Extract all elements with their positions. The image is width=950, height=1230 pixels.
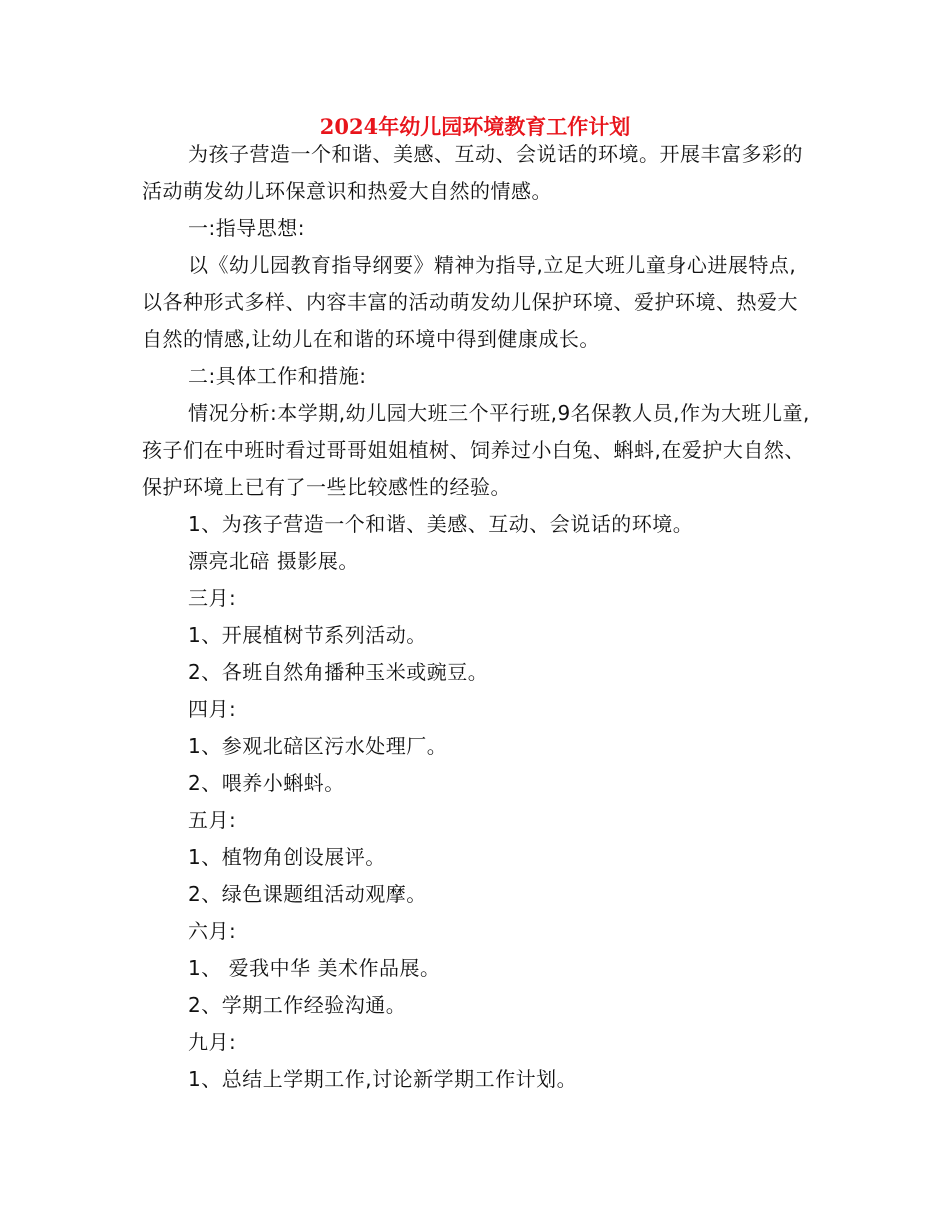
month-heading-june: 六月: bbox=[188, 919, 237, 943]
situation-analysis-paragraph: 情况分析:本学期,幼儿园大班三个平行班,9名保教人员,作为大班儿童,孩子们在中班时看过哥哥姐姐植树、饲养过小白兔、蝌蚪,在爱护大自然、保护环境上已有了一些比较感性的经验。 bbox=[142, 401, 810, 499]
list-item: 2、绿色课题组活动观摩。 bbox=[188, 882, 427, 906]
month-heading-september: 九月: bbox=[188, 1030, 237, 1054]
list-item: 2、各班自然角播种玉米或豌豆。 bbox=[188, 660, 489, 684]
document-title: 2024年幼儿园环境教育工作计划 bbox=[319, 114, 631, 139]
list-item: 1、参观北碚区污水处理厂。 bbox=[188, 734, 448, 758]
month-heading-may: 五月: bbox=[188, 808, 237, 832]
month-heading-april: 四月: bbox=[188, 697, 237, 721]
list-item: 漂亮北碚 摄影展。 bbox=[188, 549, 359, 573]
section-heading-guiding-thought: 一:指导思想: bbox=[188, 216, 305, 240]
list-item: 1、植物角创设展评。 bbox=[188, 845, 386, 869]
month-heading-march: 三月: bbox=[188, 586, 237, 610]
list-item: 1、开展植树节系列活动。 bbox=[188, 623, 427, 647]
list-item: 1、总结上学期工作,讨论新学期工作计划。 bbox=[188, 1067, 578, 1091]
list-item: 1、为孩子营造一个和谐、美感、互动、会说话的环境。 bbox=[188, 512, 694, 536]
list-item: 2、学期工作经验沟通。 bbox=[188, 993, 407, 1017]
document-body bbox=[142, 136, 814, 1098]
list-item: 2、喂养小蝌蚪。 bbox=[188, 771, 345, 795]
intro-paragraph: 为孩子营造一个和谐、美感、互动、会说话的环境。开展丰富多彩的活动萌发幼儿环保意识和热爱大自然的情感。 bbox=[142, 142, 803, 203]
list-item: 1、 爱我中华 美术作品展。 bbox=[188, 956, 441, 980]
guiding-thought-paragraph: 以《幼儿园教育指导纲要》精神为指导,立足大班儿童身心进展特点,以各种形式多样、内容丰富的活动萌发幼儿保护环境、爱护环境、热爱大自然的情感,让幼儿在和谐的环境中得到健康成长。 bbox=[142, 253, 798, 351]
section-heading-work-measures: 二:具体工作和措施: bbox=[188, 364, 367, 388]
